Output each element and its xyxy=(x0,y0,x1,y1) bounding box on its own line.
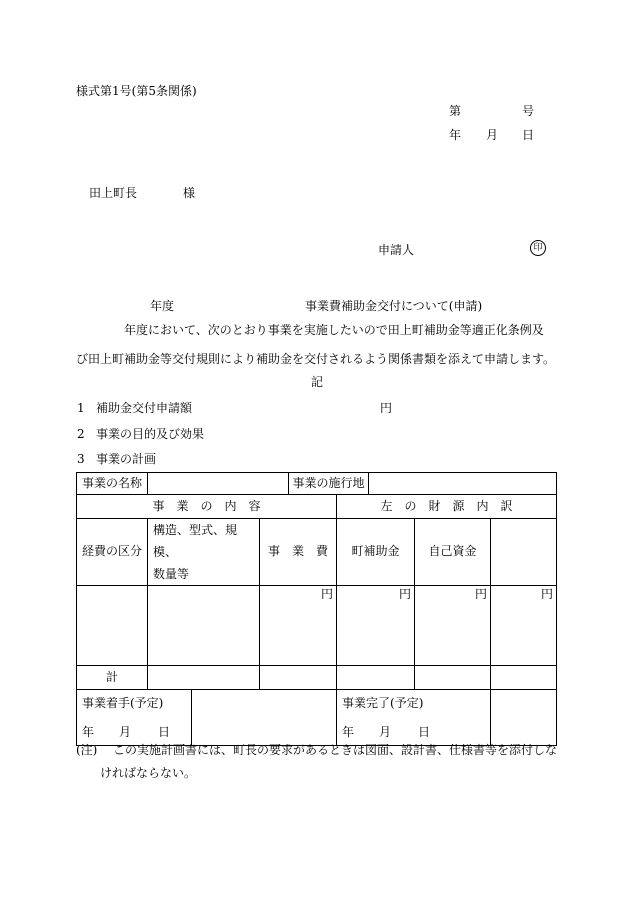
project-location-label: 事業の施行地 xyxy=(289,473,369,495)
detail-structure[interactable] xyxy=(148,586,260,666)
note-line-1: この実施計画書には、町長の要求があるときは図面、設計書、仕様書等を添付しな xyxy=(113,743,558,757)
item-1-unit: 円 xyxy=(380,401,393,415)
number-go: 号 xyxy=(522,104,535,118)
end-date xyxy=(342,724,490,740)
addressee-sama: 様 xyxy=(183,186,196,200)
col-own-funds: 自己資金 xyxy=(415,519,491,586)
total-own[interactable] xyxy=(415,666,491,690)
note-label: (注) xyxy=(76,743,98,757)
total-label: 計 xyxy=(77,666,148,690)
total-other[interactable] xyxy=(491,666,557,690)
content-header: 事 業 の 内 容 xyxy=(77,495,337,519)
detail-cost-yen[interactable] xyxy=(260,586,337,666)
number-dai: 第 xyxy=(449,104,462,118)
start-date xyxy=(82,724,191,740)
item-2-label: 事業の目的及び効果 xyxy=(96,427,205,441)
applicant-label: 申請人 xyxy=(378,243,415,257)
project-name-label: 事業の名称 xyxy=(77,473,148,495)
item-3-num: 3 xyxy=(77,452,85,466)
project-name-value[interactable] xyxy=(148,473,289,495)
start-day: 日 xyxy=(158,725,171,740)
end-month: 月 xyxy=(379,725,392,740)
form-title: 様式第1号(第5条関係) xyxy=(76,84,197,98)
seal-label: 印 xyxy=(533,242,543,253)
total-town[interactable] xyxy=(337,666,415,690)
total-structure[interactable] xyxy=(148,666,260,690)
funding-header: 左 の 財 源 内 訳 xyxy=(337,495,557,519)
end-day: 日 xyxy=(418,725,431,740)
date-month: 月 xyxy=(486,128,499,142)
item-3-label: 事業の計画 xyxy=(96,452,157,466)
col-other xyxy=(491,519,557,586)
col-town-subsidy: 町補助金 xyxy=(337,519,415,586)
end-year: 年 xyxy=(342,725,355,740)
ki-heading: 記 xyxy=(311,375,324,389)
yen-label: 円 xyxy=(541,587,554,601)
detail-other-yen[interactable] xyxy=(491,586,557,666)
detail-category[interactable] xyxy=(77,586,148,666)
project-location-value[interactable] xyxy=(369,473,557,495)
start-value[interactable] xyxy=(192,690,337,746)
col-category: 経費の区分 xyxy=(77,519,148,586)
date-year: 年 xyxy=(449,128,462,142)
addressee-name: 田上町長 xyxy=(89,186,138,200)
yen-label: 円 xyxy=(321,587,334,601)
date-day: 日 xyxy=(522,128,535,142)
item-1-label: 補助金交付申請額 xyxy=(96,401,193,415)
start-year: 年 xyxy=(82,725,95,740)
col-structure xyxy=(148,519,260,586)
end-cell xyxy=(337,690,491,746)
seal-mark xyxy=(530,240,546,256)
end-label: 事業完了(予定) xyxy=(342,696,424,710)
item-1-num: 1 xyxy=(77,401,85,415)
total-cost[interactable] xyxy=(260,666,337,690)
plan-table xyxy=(76,472,557,746)
end-value[interactable] xyxy=(491,690,557,746)
detail-town-yen[interactable] xyxy=(337,586,415,666)
yen-label: 円 xyxy=(399,587,412,601)
start-cell xyxy=(77,690,192,746)
subject-title: 事業費補助金交付について(申請) xyxy=(305,299,483,313)
start-label: 事業着手(予定) xyxy=(82,696,164,710)
col-structure-line-2: 数量等 xyxy=(153,567,190,581)
subject-nendo: 年度 xyxy=(150,299,175,313)
body-line-1: 年度において、次のとおり事業を実施したいので田上町補助金等適正化条例及 xyxy=(124,323,544,337)
start-month: 月 xyxy=(119,725,132,740)
col-cost: 事 業 費 xyxy=(260,519,337,586)
item-2-num: 2 xyxy=(77,427,85,441)
note-line-2: ければならない。 xyxy=(100,766,197,780)
detail-own-yen[interactable] xyxy=(415,586,491,666)
body-line-2: び田上町補助金等交付規則により補助金を交付されるよう関係書類を添えて申請します。 xyxy=(76,352,556,366)
col-structure-line-1: 構造、型式、規模、 xyxy=(153,523,238,559)
yen-label: 円 xyxy=(475,587,488,601)
